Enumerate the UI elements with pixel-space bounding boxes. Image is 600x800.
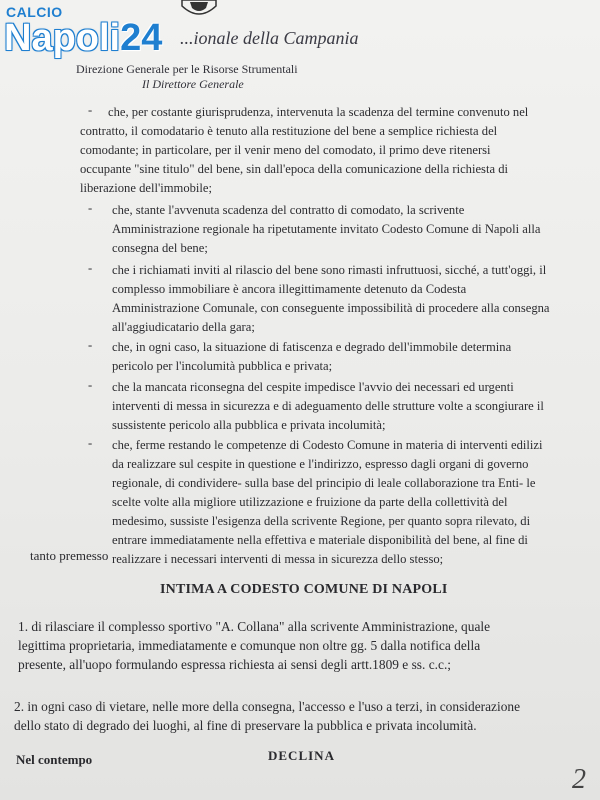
paragraph-line: sussistente pericolo alla pubblica e privata incolumità; (112, 418, 386, 432)
paragraph-line: complesso immobiliare è ancora illegittimamente detenuto da Codesta (112, 282, 467, 296)
item-line: dello stato di degrado dei luoghi, al fine di preservare la pubblica e privata incolumità. (14, 718, 477, 733)
paragraph-line: che i richiamati inviti al rilascio del bene sono rimasti infruttuosi, sicché, a tutt'oggi, il (112, 263, 547, 277)
header-direction: Direzione Generale per le Risorse Strumentali (76, 62, 298, 76)
paragraph-line: da realizzare sul cespite in questione e l'indirizzo, espresso dagli organi di governo (112, 457, 529, 471)
paragraph-line: che, ferme restando le competenze di Codesto Comune in materia di interventi edilizi (112, 438, 543, 452)
page-mark: 2 (572, 764, 586, 795)
paragraph-dash: - (88, 378, 93, 392)
watermark-main-text (4, 18, 162, 58)
item-line: legittima proprietaria, immediatamente e comunque non oltre gg. 5 dalla notifica della (18, 638, 481, 653)
paragraph-line: interventi di messa in sicurezza e di adeguamento delle strutture volte a scongiurare il (112, 399, 544, 413)
tanto-premesso: tanto premesso (30, 548, 109, 563)
paragraph-line: contratto, il comodatario è tenuto alla restituzione del bene a semplice richiesta del (80, 124, 498, 138)
declina-heading: DECLINA (268, 748, 335, 763)
paragraph-line: pericolo per l'incolumità pubblica e privata; (112, 359, 333, 373)
paragraph-line: regionale, di condividere- sulla base del principio di leale collaborazione tra Enti- le (112, 476, 536, 490)
item-line: presente, all'uopo formulando espressa richiesta ai sensi degli artt.1809 e ss. c.c.; (18, 657, 452, 672)
paragraph-dash: - (88, 261, 93, 275)
paragraph-line: scelte volte alla migliore utilizzazione e fruizione da parte della collettività del (112, 495, 508, 509)
paragraph-line: che la mancata riconsegna del cespite impedisce l'avvio dei necessari ed urgenti (112, 380, 514, 394)
watermark-word: Napoli (4, 17, 121, 59)
watermark-number: 24 (120, 17, 163, 59)
paragraph-dash: - (88, 338, 93, 352)
paragraph-dash: - (88, 103, 93, 117)
paragraph-line: Amministrazione Comunale, con conseguente impossibilità di procedere alla consegna (112, 301, 550, 315)
item-line: 1. di rilasciare il complesso sportivo "A. Collana" alla scrivente Amministrazione, quale (18, 619, 491, 634)
paragraph-line: realizzare i necessari interventi di messa in sicurezza dello stesso; (112, 552, 444, 566)
paragraph-line: medesimo, sussiste l'esigenza della scrivente Regione, per quanto sopra rilevato, di (112, 514, 531, 528)
nel-contempo: Nel contempo (16, 752, 93, 767)
paragraph-line: che, per costante giurisprudenza, intervenuta la scadenza del termine convenuto nel (108, 105, 529, 119)
paragraph-line: comodante; in particolare, per il venir meno del comodato, il primo deve ritenersi (80, 143, 491, 157)
paragraph-line: occupante "sine titulo" del bene, sin dall'epoca della comunicazione della richiesta di (80, 162, 508, 176)
paragraph-line: che, in ogni caso, la situazione di fatiscenza e degrado dell'immobile determina (112, 340, 512, 354)
paragraph-line: all'aggiudicatario della gara; (112, 320, 255, 334)
paragraph-line: che, stante l'avvenuta scadenza del contratto di comodato, la scrivente (112, 203, 465, 217)
watermark-logo (4, 4, 184, 64)
paragraph-line: Amministrazione regionale ha ripetutamente invitato Codesto Comune di Napoli alla (112, 222, 541, 236)
paragraph-line: consegna del bene; (112, 241, 208, 255)
header-director: Il Direttore Generale (142, 77, 244, 91)
region-emblem-icon (180, 0, 218, 20)
item-line: 2. in ogni caso di vietare, nelle more della consegna, l'accesso e l'uso a terzi, in considerazione (14, 699, 521, 714)
watermark-top-text: CALCIO (6, 4, 63, 20)
paragraph-line: liberazione dell'immobile; (80, 181, 213, 195)
intima-heading: INTIMA A CODESTO COMUNE DI NAPOLI (160, 582, 448, 597)
paragraph-line: entrare immediatamente nella effettiva e materiale disponibilità del bene, al fine di (112, 533, 528, 547)
paragraph-dash: - (88, 436, 93, 450)
paragraph-dash: - (88, 201, 93, 215)
header-script-title: ...ionale della Campania (180, 28, 359, 48)
